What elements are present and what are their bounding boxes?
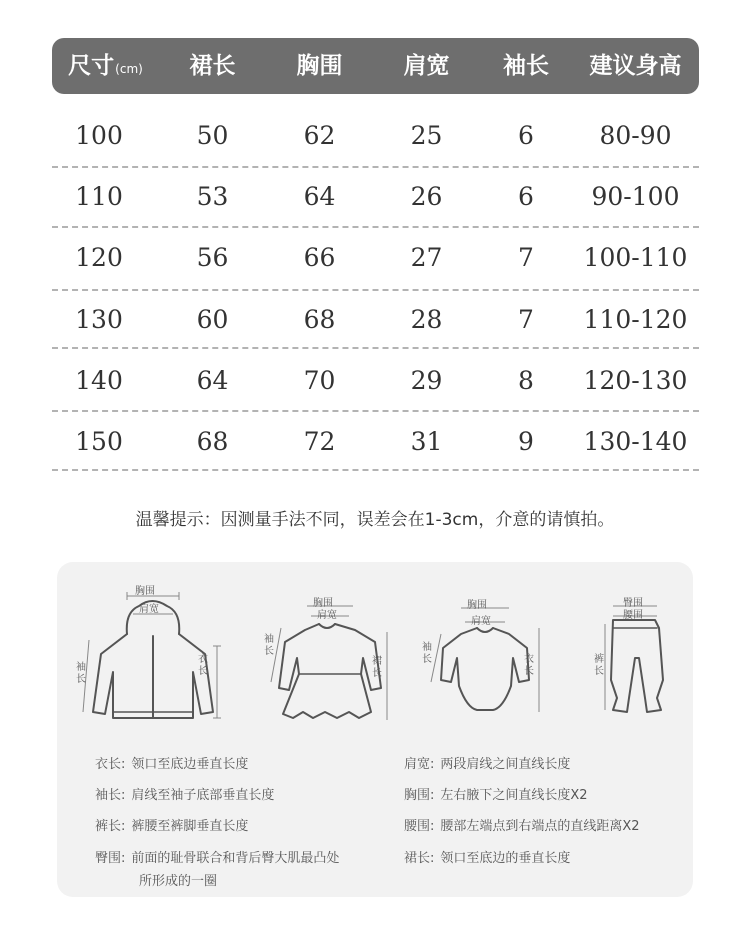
- cell-height: 100-110: [583, 243, 688, 272]
- cell-sleeve: 6: [518, 121, 534, 150]
- dress-sleeve-label: 袖长: [264, 634, 274, 657]
- cell-skirt-length: 64: [196, 366, 229, 395]
- row-divider: [52, 410, 699, 412]
- dress-skirt-label: 裙长: [372, 656, 382, 679]
- table-row: [52, 229, 699, 287]
- header-size: 尺寸(cm): [68, 53, 143, 79]
- measurement-tip: 温馨提示：因测量手法不同，误差会在1-3cm，介意的请慎拍。: [135, 510, 615, 530]
- cell-size: 100: [75, 121, 123, 150]
- cell-skirt-length: 68: [196, 427, 229, 456]
- romper-chest-label: 胸围: [467, 600, 487, 611]
- cell-shoulder: 31: [410, 427, 443, 456]
- cell-skirt-length: 60: [196, 305, 229, 334]
- size-table-header: [52, 38, 699, 94]
- cell-shoulder: 25: [410, 121, 443, 150]
- cell-shoulder: 28: [410, 305, 443, 334]
- row-divider: [52, 347, 699, 349]
- definition-chest: 胸围: 左右腋下之间直线长度X2: [404, 788, 588, 803]
- definition-waist: 腰围: 腰部左端点到右端点的直线距离X2: [404, 819, 640, 834]
- cell-height: 90-100: [591, 182, 680, 211]
- definition-sleeve: 袖长: 肩线至袖子底部垂直长度: [95, 788, 275, 803]
- cell-sleeve: 6: [518, 182, 534, 211]
- definition-pants-length: 裤长: 裤腰至裤脚垂直长度: [95, 819, 249, 834]
- cell-height: 130-140: [583, 427, 688, 456]
- cell-skirt-length: 50: [196, 121, 229, 150]
- cell-chest: 64: [303, 182, 336, 211]
- dress-diagram: [279, 624, 381, 718]
- row-divider: [52, 469, 699, 471]
- cell-chest: 62: [303, 121, 336, 150]
- header-skirt-length: 裙长: [189, 53, 236, 79]
- definition-shoulder: 肩宽: 两段肩线之间直线长度: [404, 757, 571, 772]
- pants-hip-label: 臀围: [623, 598, 643, 609]
- cell-size: 110: [75, 182, 123, 211]
- cell-chest: 72: [303, 427, 336, 456]
- cell-height: 80-90: [599, 121, 672, 150]
- cell-skirt-length: 56: [196, 243, 229, 272]
- cell-size: 150: [75, 427, 123, 456]
- romper-shoulder-label: 肩宽: [471, 616, 491, 627]
- cell-size: 130: [75, 305, 123, 334]
- pants-diagram: [611, 620, 663, 712]
- table-row: [52, 413, 699, 471]
- romper-length-label: 衣长: [524, 654, 534, 677]
- cell-skirt-length: 53: [196, 182, 229, 211]
- table-row: [52, 291, 699, 349]
- jacket-diagram: [93, 601, 213, 718]
- table-row: [52, 352, 699, 410]
- cell-sleeve: 9: [518, 427, 534, 456]
- pants-length-label: 裤长: [594, 654, 604, 677]
- cell-size: 120: [75, 243, 123, 272]
- dress-shoulder-label: 肩宽: [317, 610, 337, 621]
- jacket-shoulder-label: 肩宽: [139, 604, 159, 615]
- definition-hip-continued: 所形成的一圈: [139, 874, 218, 889]
- cell-chest: 70: [303, 366, 336, 395]
- cell-shoulder: 29: [410, 366, 443, 395]
- jacket-sleeve-label: 袖长: [76, 662, 86, 685]
- dress-chest-label: 胸围: [313, 598, 333, 609]
- cell-sleeve: 7: [518, 305, 534, 334]
- cell-sleeve: 7: [518, 243, 534, 272]
- cell-size: 140: [75, 366, 123, 395]
- cell-shoulder: 27: [410, 243, 443, 272]
- cell-height: 120-130: [583, 366, 688, 395]
- table-row: [52, 168, 699, 226]
- definition-skirt: 裙长: 领口至底边的垂直长度: [404, 851, 571, 866]
- definition-hip: 臀围: 前面的耻骨联合和背后臀大肌最凸处: [95, 851, 340, 866]
- header-height: 建议身高: [589, 53, 682, 79]
- jacket-chest-label: 胸围: [135, 586, 155, 597]
- cell-chest: 68: [303, 305, 336, 334]
- cell-height: 110-120: [583, 305, 688, 334]
- jacket-length-label: 衣长: [198, 654, 208, 677]
- pants-waist-label: 腰围: [623, 610, 643, 621]
- definition-length: 衣长: 领口至底边垂直长度: [95, 757, 249, 772]
- romper-diagram: [441, 628, 529, 710]
- cell-chest: 66: [303, 243, 336, 272]
- header-shoulder: 肩宽: [403, 53, 450, 79]
- header-chest: 胸围: [296, 53, 343, 79]
- table-row: [52, 107, 699, 165]
- cell-sleeve: 8: [518, 366, 534, 395]
- cell-shoulder: 26: [410, 182, 443, 211]
- header-sleeve: 袖长: [503, 53, 549, 79]
- romper-sleeve-label: 袖长: [422, 642, 432, 665]
- row-divider: [52, 226, 699, 228]
